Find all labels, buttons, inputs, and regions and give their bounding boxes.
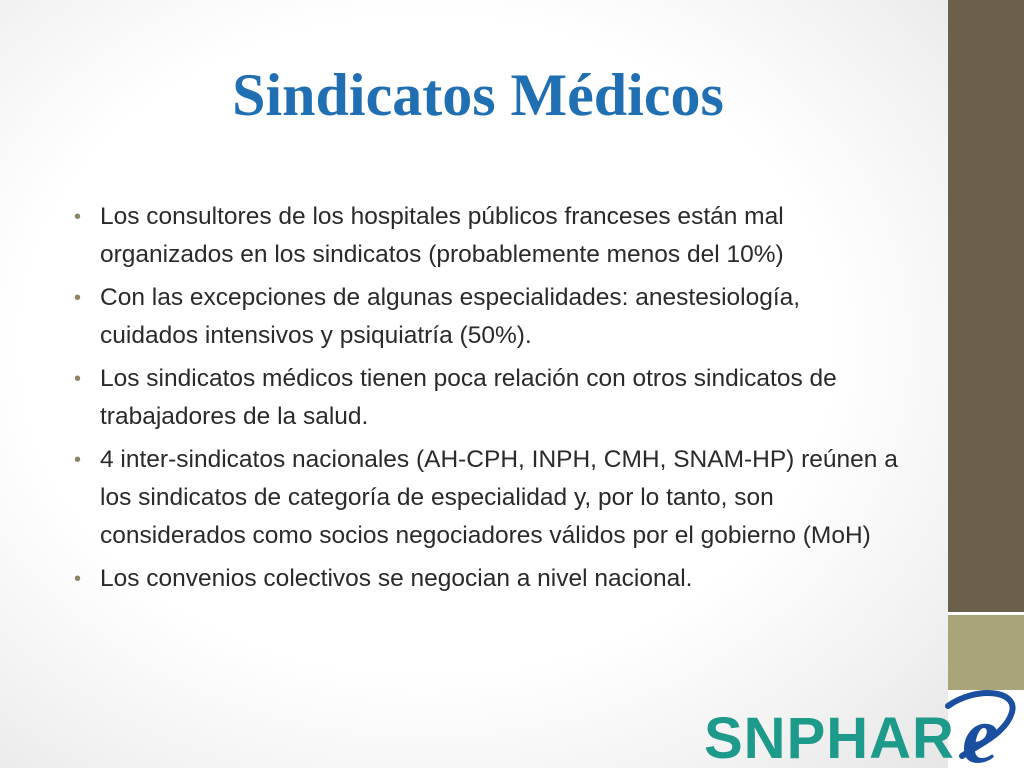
bullet-item (72, 198, 902, 274)
side-decoration-bar (948, 0, 1024, 612)
bullet-item (72, 279, 902, 355)
logo-text: SNPHAR (704, 706, 955, 768)
bullet-item (72, 360, 902, 436)
bullet-text: 4 inter-sindicatos nacionales (AH-CPH, INPH, CMH, SNAM-HP) reúnen a los sindicatos de categoría de especialidad y, por lo tanto, son considerados como socios negociadores válidos por el gobierno (MoH) (100, 446, 898, 549)
bullet-dot-icon: • (74, 568, 82, 590)
bullet-dot-icon: • (74, 449, 82, 471)
bullet-list (72, 198, 902, 603)
slide-title: Sindicatos Médicos (232, 62, 724, 128)
bullet-dot-icon: • (74, 287, 82, 309)
snphare-logo (700, 688, 1024, 768)
bullet-text: Los consultores de los hospitales públicos franceses están mal organizados en los sindicatos (probablemente menos del 10%) (100, 203, 784, 268)
side-accent-block (948, 615, 1024, 690)
bullet-text: Los sindicatos médicos tienen poca relación con otros sindicatos de trabajadores de la salud. (100, 365, 837, 430)
bullet-item (72, 560, 902, 598)
bullet-item (72, 441, 902, 555)
bullet-dot-icon: • (74, 368, 82, 390)
bullet-text: Con las excepciones de algunas especialidades: anestesiología, cuidados intensivos y psiquiatría (50%). (100, 284, 801, 349)
logo-suffix: e (962, 689, 999, 768)
bullet-text: Los convenios colectivos se negocian a nivel nacional. (100, 565, 693, 592)
bullet-dot-icon: • (74, 206, 82, 228)
